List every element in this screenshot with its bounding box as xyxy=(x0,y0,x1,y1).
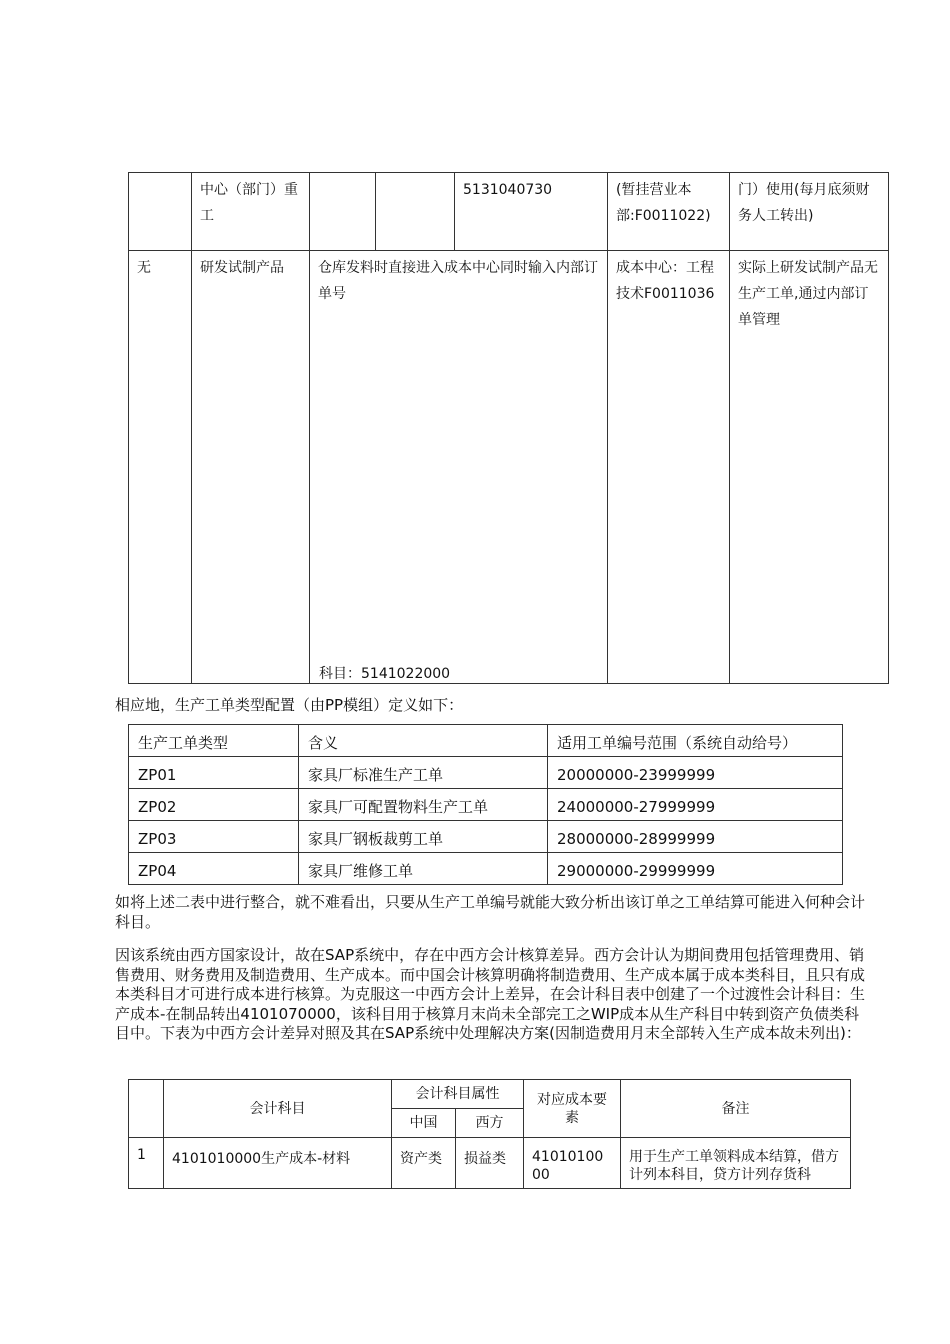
cell-text: 仓库发料时直接进入成本中心同时输入内部订单号 xyxy=(318,260,598,302)
cell-text: 科目：5141022000 xyxy=(319,666,451,682)
table-row xyxy=(129,251,889,684)
table-cell: 无 xyxy=(129,251,192,684)
table-cell xyxy=(129,173,192,251)
header-cell xyxy=(129,1080,164,1138)
table-cell: 4101010000生产成本-材料 xyxy=(164,1138,392,1189)
table-cell: 门）使用(每月底须财务人工转出) xyxy=(730,173,889,251)
table-row xyxy=(129,1138,851,1189)
table-cell: 损益类 xyxy=(456,1138,524,1189)
table-cell: ZP01 xyxy=(129,757,299,789)
table-cell: 20000000-23999999 xyxy=(548,757,843,789)
body-paragraph: 因该系统由西方国家设计，故在SAP系统中，存在中西方会计核算差异。西方会计认为期间费用包括管理费用、销售费用、财务费用及制造费用、生产成本。而中国会计核算明确将制造费用、生产成本属于成本类科目，且只有成本类科目才可进行成本进行核算。为克服这一中西方会计上差异，在会计科目表中创建了一个过渡性会计科目：生产成本-在制品转出4101070000，该科目用于核算月末尚未全部完工之WIP成本从生产科目中转到资产负债类科目中。下表为中西方会计差异对照及其在SAP系统中处理解决方案(因制造费用月末全部转入生产成本故未列出)： xyxy=(115,946,866,1042)
table-cell xyxy=(376,173,455,251)
table-cell: 家具厂维修工单 xyxy=(299,853,548,885)
table-cell: 5131040730 xyxy=(455,173,608,251)
cost-center-table xyxy=(128,172,889,684)
table-cell xyxy=(310,251,608,684)
column-header: 中国 xyxy=(392,1109,456,1138)
table-cell: 成本中心：工程技术F0011036 xyxy=(608,251,730,684)
table-cell: 1 xyxy=(129,1138,164,1189)
column-header: 适用工单编号范围（系统自动给号） xyxy=(548,725,843,757)
intro-text: 相应地，生产工单类型配置（由PP模组）定义如下： xyxy=(115,696,464,714)
column-header: 会计科目 xyxy=(164,1080,392,1138)
table-cell: (暂挂营业本部:F0011022) xyxy=(608,173,730,251)
table-cell: 家具厂标准生产工单 xyxy=(299,757,548,789)
table-cell: 资产类 xyxy=(392,1138,456,1189)
table-row xyxy=(129,789,843,821)
column-header: 生产工单类型 xyxy=(129,725,299,757)
column-header: 会计科目属性 xyxy=(392,1080,524,1109)
column-header: 西方 xyxy=(456,1109,524,1138)
table-cell: 28000000-28999999 xyxy=(548,821,843,853)
column-header: 备注 xyxy=(621,1080,851,1138)
table-cell: 4101010000 xyxy=(524,1138,621,1189)
table-row xyxy=(129,173,889,251)
table-row xyxy=(129,757,843,789)
column-header: 对应成本要素 xyxy=(524,1080,621,1138)
table-cell: ZP02 xyxy=(129,789,299,821)
table-cell: ZP03 xyxy=(129,821,299,853)
table-cell: 研发试制产品 xyxy=(192,251,310,684)
table-row xyxy=(129,853,843,885)
order-type-table xyxy=(128,724,843,885)
table-cell: 24000000-27999999 xyxy=(548,789,843,821)
table-header-row xyxy=(129,1080,851,1109)
table-row xyxy=(129,821,843,853)
column-header: 含义 xyxy=(299,725,548,757)
table-cell: 用于生产工单领料成本结算，借方计列本科目，贷方计列存货科 xyxy=(621,1138,851,1189)
table-cell: 29000000-29999999 xyxy=(548,853,843,885)
table-cell: 家具厂可配置物料生产工单 xyxy=(299,789,548,821)
accounting-difference-table xyxy=(128,1079,851,1189)
table-cell: 实际上研发试制产品无生产工单,通过内部订单管理 xyxy=(730,251,889,684)
table-cell: 家具厂钢板裁剪工单 xyxy=(299,821,548,853)
table-cell: ZP04 xyxy=(129,853,299,885)
table-cell: 中心（部门）重工 xyxy=(192,173,310,251)
table-header-row xyxy=(129,725,843,757)
body-paragraph: 如将上述二表中进行整合，就不难看出，只要从生产工单编号就能大致分析出该订单之工单结算可能进入何种会计科目。 xyxy=(115,893,866,931)
table-cell xyxy=(310,173,376,251)
